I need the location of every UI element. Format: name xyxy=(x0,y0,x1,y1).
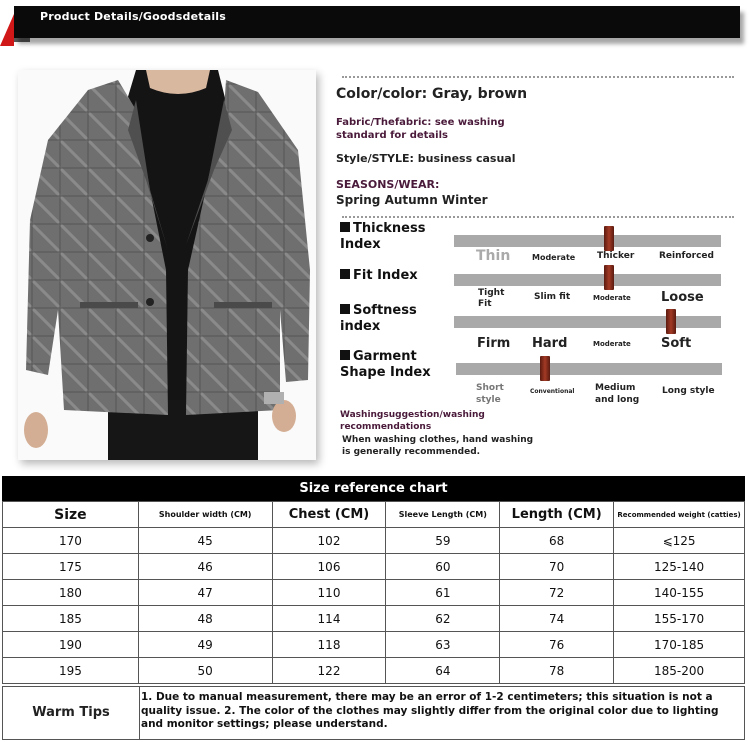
table-header-row xyxy=(3,502,745,528)
thickness-option-thicker: Thicker xyxy=(597,251,635,261)
shape-option-conventional: Conventional xyxy=(530,388,575,395)
cell-chest: 114 xyxy=(272,606,386,632)
thickness-option-reinforced: Reinforced xyxy=(659,251,714,261)
thickness-index-label: Thickness Index xyxy=(340,221,426,252)
cell-shoulder: 50 xyxy=(138,658,272,684)
softness-option-soft: Soft xyxy=(661,336,692,351)
fit-option-tight: Tight Fit xyxy=(478,288,505,309)
cell-size: 175 xyxy=(3,554,139,580)
bullet-square-icon xyxy=(340,304,350,314)
cell-shoulder: 48 xyxy=(138,606,272,632)
fabric-info: Fabric/Thefabric: see washing standard for details xyxy=(336,117,505,141)
bullet-square-icon xyxy=(340,269,350,279)
header-banner xyxy=(0,0,750,48)
cell-size: 190 xyxy=(3,632,139,658)
thickness-option-moderate: Moderate xyxy=(532,253,576,262)
divider-top xyxy=(342,76,734,78)
cell-weight: 125-140 xyxy=(614,554,745,580)
cell-length: 78 xyxy=(500,658,614,684)
fit-option-loose: Loose xyxy=(661,290,704,305)
cell-weight: 170-185 xyxy=(614,632,745,658)
cell-length: 70 xyxy=(500,554,614,580)
fit-scale-bar xyxy=(454,274,721,286)
shape-option-short: Short style xyxy=(476,383,504,405)
thickness-scale-bar xyxy=(454,235,721,247)
washing-text: When washing clothes, hand washing is generally recommended. xyxy=(342,435,534,457)
shape-index-label: Garment Shape Index xyxy=(340,349,431,380)
cell-sleeve: 62 xyxy=(386,606,500,632)
warm-tips-label: Warm Tips xyxy=(3,687,140,739)
washing-title: Washingsuggestion/washing recommendations xyxy=(340,410,485,432)
cell-size: 185 xyxy=(3,606,139,632)
header-shoulder: Shoulder width (CM) xyxy=(138,502,272,528)
table-row xyxy=(3,580,745,606)
cell-sleeve: 60 xyxy=(386,554,500,580)
bullet-square-icon xyxy=(340,350,350,360)
table-row xyxy=(3,658,745,684)
cell-shoulder: 46 xyxy=(138,554,272,580)
softness-option-firm: Firm xyxy=(477,336,511,351)
table-row xyxy=(3,528,745,554)
cell-sleeve: 61 xyxy=(386,580,500,606)
cell-chest: 122 xyxy=(272,658,386,684)
cell-size: 180 xyxy=(3,580,139,606)
style-info: Style/STYLE: business casual xyxy=(336,152,516,165)
shape-scale-bar xyxy=(456,363,722,375)
cell-weight: 140-155 xyxy=(614,580,745,606)
bullet-square-icon xyxy=(340,222,350,232)
cell-chest: 118 xyxy=(272,632,386,658)
seasons-value: Spring Autumn Winter xyxy=(336,193,488,207)
divider-mid xyxy=(342,216,734,218)
cell-length: 76 xyxy=(500,632,614,658)
header-title: Product Details/Goodsdetails xyxy=(40,10,227,23)
header-size: Size xyxy=(3,502,139,528)
cell-size: 170 xyxy=(3,528,139,554)
table-row xyxy=(3,554,745,580)
cell-size: 195 xyxy=(3,658,139,684)
product-photo xyxy=(18,70,316,460)
cell-sleeve: 63 xyxy=(386,632,500,658)
size-chart-table xyxy=(2,501,745,684)
cell-shoulder: 45 xyxy=(138,528,272,554)
cell-sleeve: 64 xyxy=(386,658,500,684)
header-length: Length (CM) xyxy=(500,502,614,528)
cell-chest: 102 xyxy=(272,528,386,554)
cell-shoulder: 49 xyxy=(138,632,272,658)
softness-marker xyxy=(666,309,676,334)
table-row xyxy=(3,606,745,632)
fit-marker xyxy=(604,265,614,290)
warm-tips-text: 1. Due to manual measurement, there may be an error of 1-2 centimeters; this situation is not a quality issue. 2. The color of the clothes may slightly differ from the original color due to lighting and monitor settings; please understand. xyxy=(141,691,719,730)
softness-scale-bar xyxy=(454,316,721,328)
shape-marker xyxy=(540,356,550,381)
thickness-option-thin: Thin xyxy=(476,248,511,264)
cell-weight: 155-170 xyxy=(614,606,745,632)
cell-weight: 185-200 xyxy=(614,658,745,684)
shape-option-long: Long style xyxy=(662,386,715,396)
cell-sleeve: 59 xyxy=(386,528,500,554)
cell-chest: 110 xyxy=(272,580,386,606)
header-sleeve: Sleeve Length (CM) xyxy=(386,502,500,528)
fit-option-moderate: Moderate xyxy=(593,294,631,302)
cell-length: 72 xyxy=(500,580,614,606)
cell-weight: ⩽125 xyxy=(614,528,745,554)
seasons-label: SEASONS/WEAR: xyxy=(336,178,440,191)
softness-index-label: Softness index xyxy=(340,303,417,334)
header-red-accent xyxy=(0,14,14,46)
shape-option-medium-long: Medium and long xyxy=(595,383,640,405)
header-chest: Chest (CM) xyxy=(272,502,386,528)
cell-length: 68 xyxy=(500,528,614,554)
thickness-marker xyxy=(604,226,614,251)
fit-option-slim: Slim fit xyxy=(534,292,571,302)
product-photo-frame xyxy=(18,70,316,460)
warm-tips xyxy=(2,686,745,740)
softness-option-hard: Hard xyxy=(532,336,568,351)
cell-length: 74 xyxy=(500,606,614,632)
table-row xyxy=(3,632,745,658)
color-info: Color/color: Gray, brown xyxy=(336,86,528,102)
fit-index-label: Fit Index xyxy=(340,268,418,284)
softness-option-moderate: Moderate xyxy=(593,340,631,348)
cell-shoulder: 47 xyxy=(138,580,272,606)
cell-chest: 106 xyxy=(272,554,386,580)
size-chart-title: Size reference chart xyxy=(2,476,745,501)
header-weight: Recommended weight (catties) xyxy=(614,502,745,528)
